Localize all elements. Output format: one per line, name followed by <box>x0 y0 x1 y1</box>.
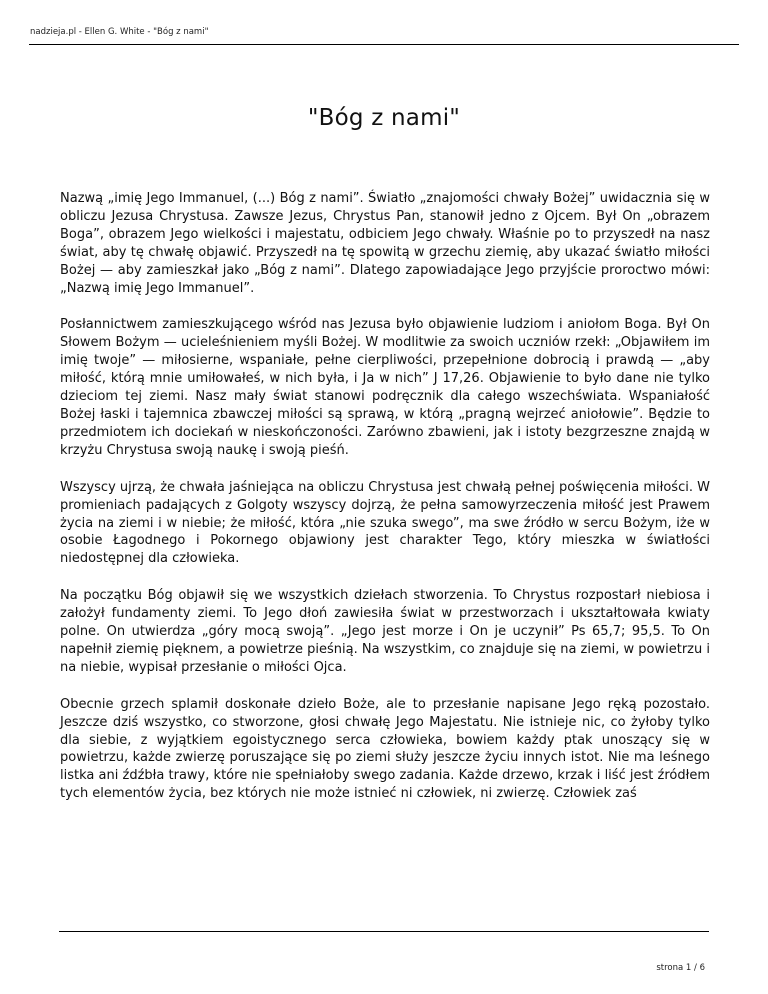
page-title: "Bóg z nami" <box>307 105 461 131</box>
document-body <box>60 190 710 822</box>
page-number: strona 1 / 6 <box>656 963 705 973</box>
footer-divider <box>59 931 709 932</box>
running-header-title: nadzieja.pl - Ellen G. White - "Bóg z nami" <box>30 27 209 37</box>
paragraph-3: Wszyscy ujrzą, że chwała jaśniejąca na obliczu Chrystusa jest chwałą pełnej poświęcenia miłości. W promieniach padających z Golgoty wszyscy dojrzą, że pełna samowyrzeczenia miłość jest Prawem życia na ziemi i w niebie; że miłość, która „nie szuka swego”, ma swe źródło w sercu Bożym, iże w osobie Łagodnego i Pokornego objawiony jest charakter Tego, który mieszka w światłości niedostępnej dla człowieka. <box>60 479 710 567</box>
paragraph-2: Posłannictwem zamieszkującego wśród nas Jezusa było objawienie ludziom i aniołom Boga. Był On Słowem Bożym — ucieleśnieniem myśli Bożej. W modlitwie za swoich uczniów rzekł: „Objawiłem im imię twoje” — miłosierne, wspaniałe, pełne cierpliwości, przepełnione dobrocią i prawdą — „aby miłość, którą mnie umiłowałeś, w nich była, i Ja w nich” J 17,26. Objawienie to było dane nie tylko dzieciom tej ziemi. Nasz mały świat stanowi podręcznik dla całego wszechświata. Wspaniałość Bożej łaski i tajemnica zbawczej miłości są sprawą, w którą „pragną wejrzeć aniołowie”. Będzie to przedmiotem ich dociekań w nieskończoności. Zarówno zbawieni, jak i istoty bezgrzeszne znajdą w krzyżu Chrystusa swoją naukę i swoją pieśń. <box>60 317 710 458</box>
header-divider <box>29 44 739 45</box>
paragraph-5: Obecnie grzech splamił doskonałe dzieło Boże, ale to przesłanie napisane Jego ręką pozostało. Jeszcze dziś wszystko, co stworzone, głosi chwałę Jego Majestatu. Nie istnieje nic, co żyłoby tylko dla siebie, z wyjątkiem egoistycznego serca człowieka, bowiem każdy ptak unoszący się w powietrzu, każde zwierzę poruszające się po ziemi służy jeszcze życiu innych istot. Nie ma leśnego listka ani źdźbła trawy, które nie spełniałoby swego zadania. Każde drzewo, krzak i liść jest źródłem tych elementów życia, bez których nie może istnieć ni człowiek, ni zwierzę. Człowiek zaś <box>60 696 710 802</box>
paragraph-1: Nazwą „imię Jego Immanuel, (...) Bóg z nami”. Światło „znajomości chwały Bożej” uwidacznia się w obliczu Jezusa Chrystusa. Zawsze Jezus, Chrystus Pan, stanowił jedno z Ojcem. Był On „obrazem Boga”, obrazem Jego wielkości i majestatu, odbiciem Jego chwały. Właśnie po to przyszedł na nasz świat, aby tę chwałę objawić. Przyszedł na tę spowitą w grzechu ziemię, aby ukazać światło miłości Bożej — aby zamieszkał jako „Bóg z nami”. Dlatego zapowiadające Jego przyjście proroctwo mówi: „Nazwą imię Jego Immanuel”. <box>60 191 710 296</box>
paragraph-4: Na początku Bóg objawił się we wszystkich dziełach stworzenia. To Chrystus rozpostarł niebiosa i założył fundamenty ziemi. To Jego dłoń zawiesiła świat w przestworzach i ukształtowała kwiaty polne. On utwierdza „góry mocą swoją”. „Jego jest morze i On je uczynił” Ps 65,7; 95,5. To On napełnił ziemię pięknem, a powietrze pieśnią. Na wszystkim, co znajduje się na ziemi, w powietrzu i na niebie, wypisał przesłanie o miłości Ojca. <box>60 588 710 675</box>
